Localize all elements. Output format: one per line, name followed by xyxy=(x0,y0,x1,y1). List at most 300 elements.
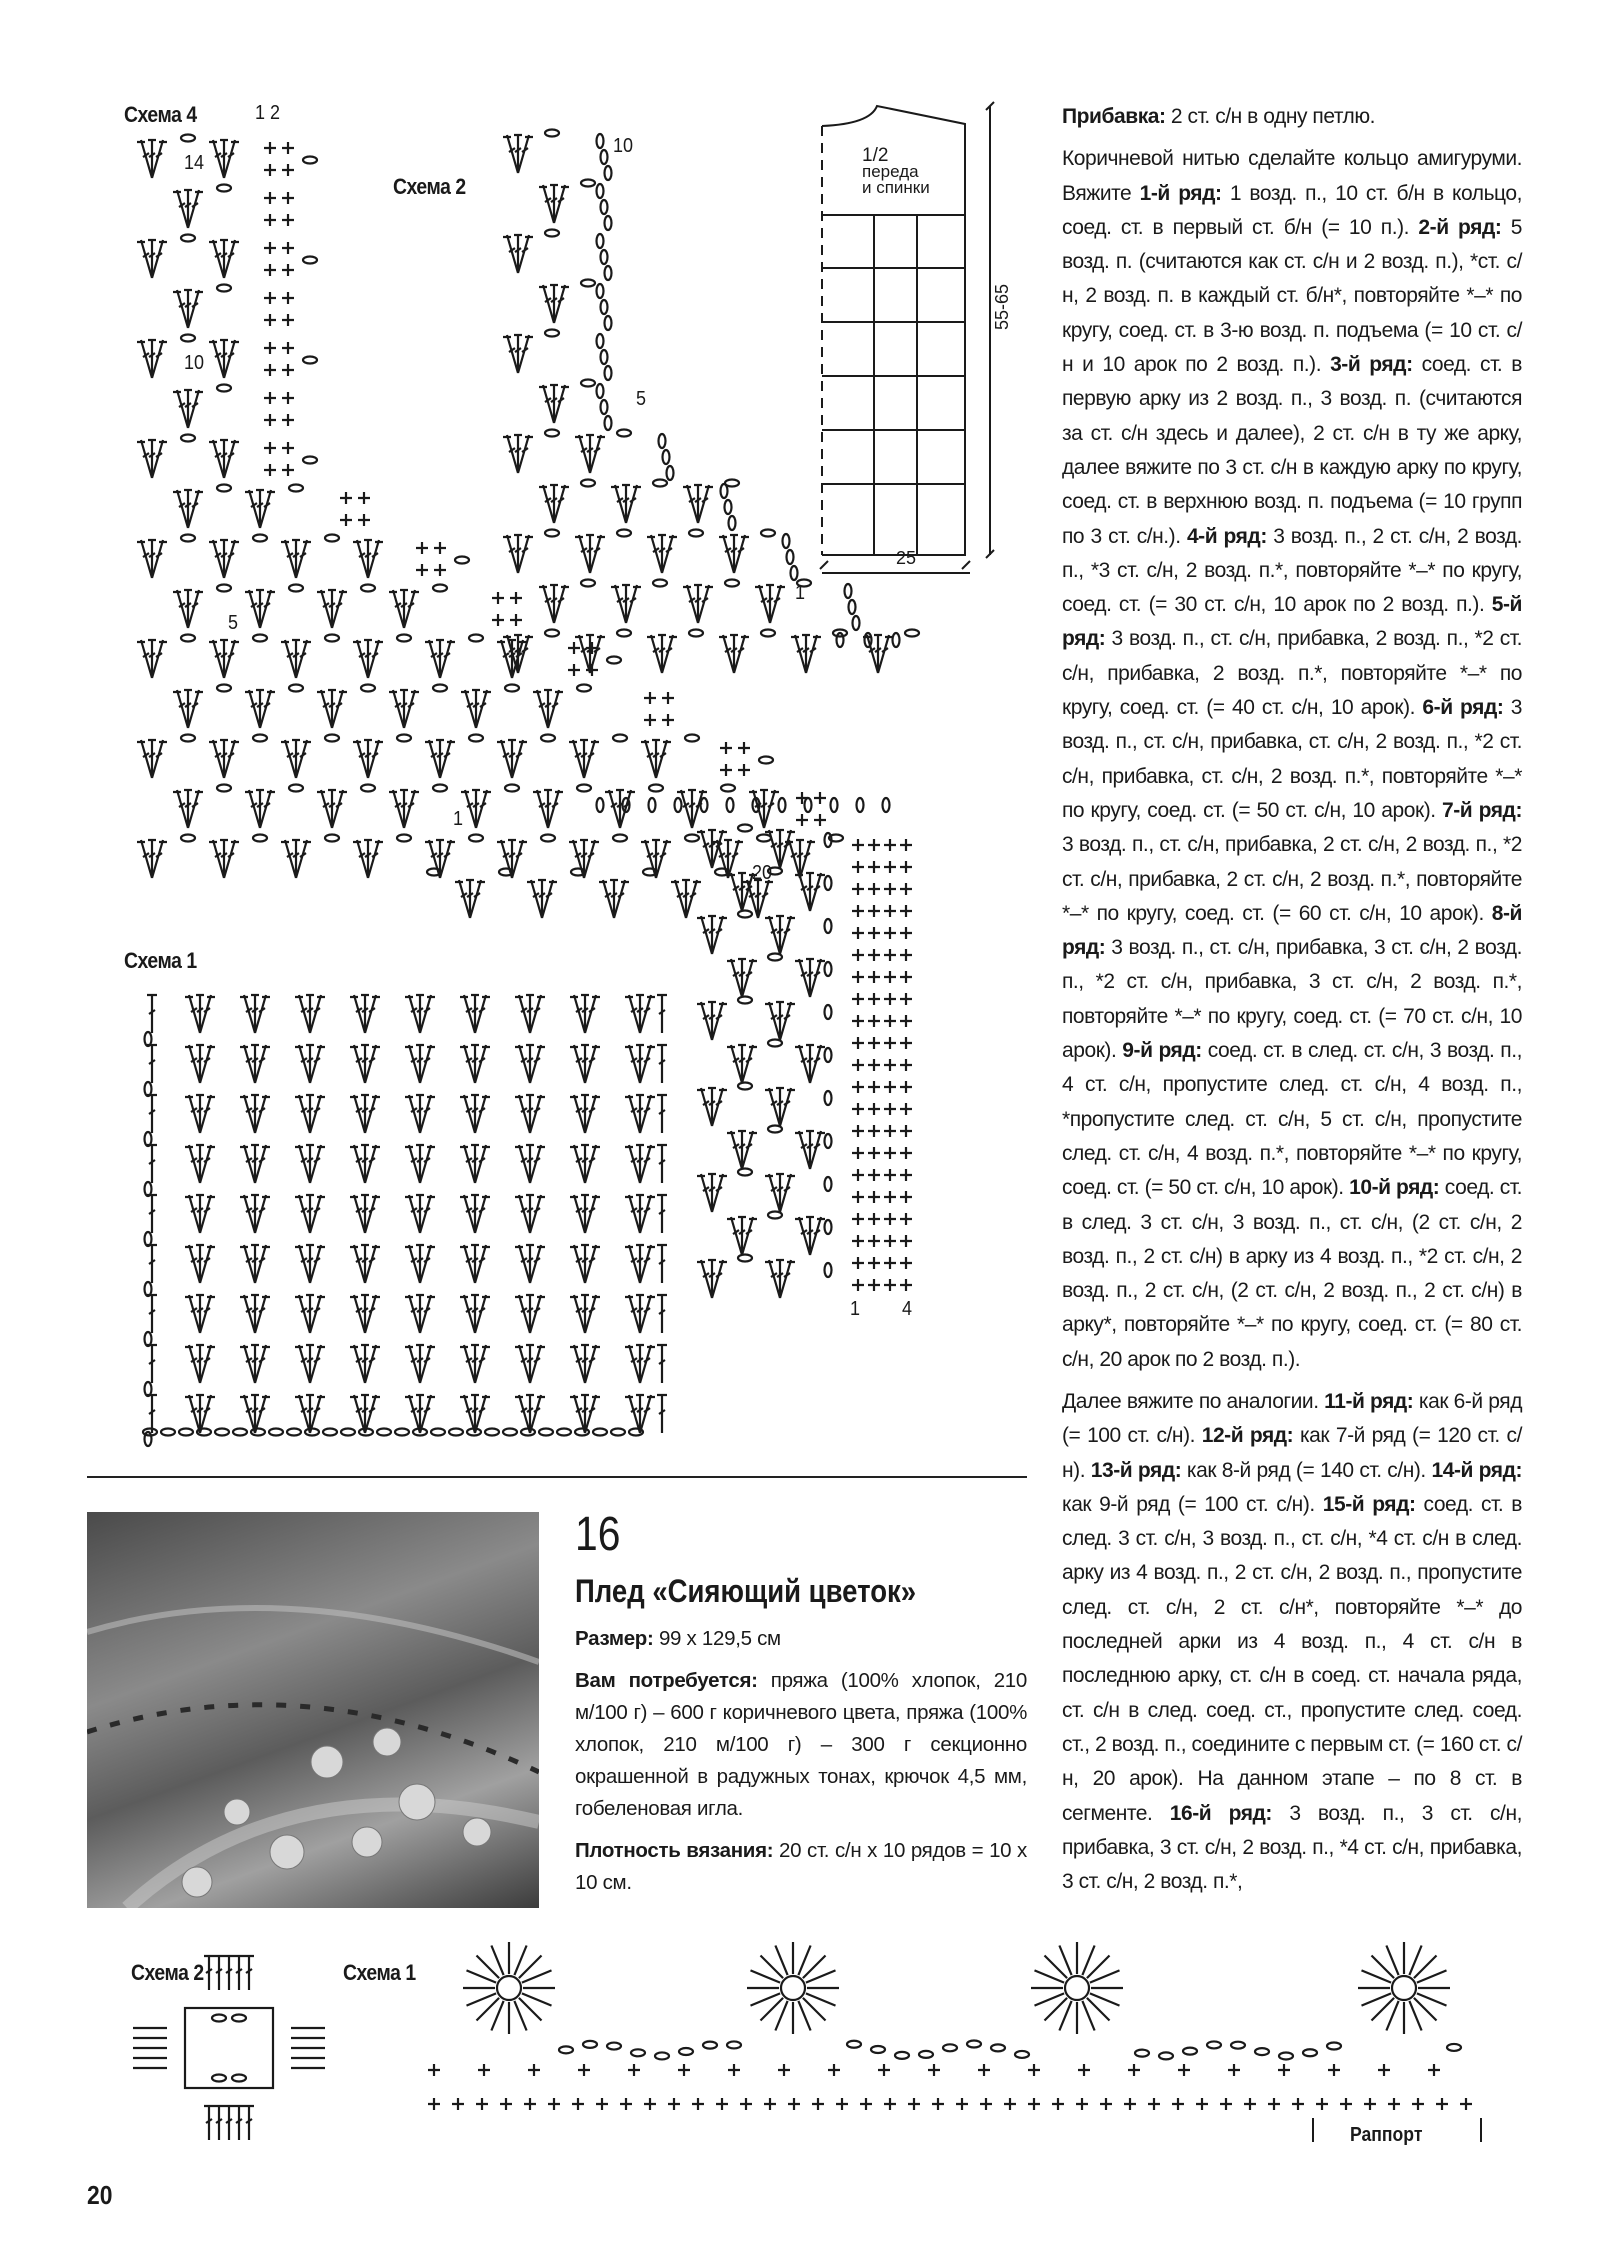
chain-stitch-symbol xyxy=(597,234,604,248)
flower-petal-stitch xyxy=(1045,1956,1068,1979)
flower-petal-stitch xyxy=(751,1993,781,2005)
chain-stitch-symbol xyxy=(469,635,483,642)
chain-stitch-symbol xyxy=(559,2046,573,2053)
single-crochet-symbol xyxy=(492,614,504,626)
double-crochet-fan-symbol xyxy=(240,1145,270,1183)
single-crochet-symbol xyxy=(868,1279,880,1291)
double-crochet-symbol xyxy=(224,1956,234,1990)
chain-stitch-symbol xyxy=(251,1429,265,1436)
flower-petal-stitch xyxy=(514,2001,526,2031)
single-crochet-symbol xyxy=(528,2064,540,2076)
scheme2-top-label: Схема 2 xyxy=(393,174,466,199)
chain-stitch-symbol xyxy=(212,2075,226,2082)
row-label: 12-й ряд: xyxy=(1201,1424,1294,1448)
double-crochet-fan-symbol xyxy=(295,1045,325,1083)
single-crochet-symbol xyxy=(878,2064,890,2076)
chain-stitch-symbol xyxy=(689,630,703,637)
single-crochet-symbol xyxy=(282,464,294,476)
row-label: 6-й ряд: xyxy=(1422,696,1504,720)
chain-stitch-symbol xyxy=(689,530,703,537)
chain-stitch-symbol xyxy=(577,685,591,692)
single-crochet-symbol xyxy=(868,1015,880,1027)
single-crochet-symbol xyxy=(884,2098,896,2110)
chain-stitch-symbol xyxy=(545,630,559,637)
chain-stitch-symbol xyxy=(181,635,195,642)
double-crochet-fan-symbol xyxy=(295,1395,325,1433)
double-crochet-fan-symbol xyxy=(460,1295,490,1333)
single-crochet-symbol xyxy=(852,927,864,939)
single-crochet-symbol xyxy=(510,614,522,626)
flower-petal-stitch xyxy=(477,1956,500,1979)
chain-stitch-symbol xyxy=(613,735,627,742)
chain-stitch-symbol xyxy=(738,1255,752,1262)
double-crochet-fan-symbol xyxy=(625,1095,655,1133)
double-crochet-symbol xyxy=(147,1395,157,1433)
instruction-text: как 7-й ряд (= 120 ст. с/н). xyxy=(1062,1424,1522,1482)
double-crochet-fan-symbol xyxy=(697,1260,727,1298)
chain-stitch-symbol xyxy=(768,1212,782,1219)
double-crochet-symbol xyxy=(214,1956,224,1990)
chain-stitch-symbol xyxy=(557,1429,571,1436)
chain-stitch-symbol xyxy=(541,735,555,742)
chain-stitch-symbol xyxy=(287,1429,301,1436)
single-crochet-symbol xyxy=(282,264,294,276)
row-label: 2-й ряд: xyxy=(1418,215,1502,239)
single-crochet-symbol xyxy=(884,861,896,873)
instruction-text: 3 возд. п., ст. с/н, прибавка, 3 ст. с/н, 2 возд. п., *2 ст. с/н, прибавка, 3 ст. с/н, 2 возд. п.*, повторяйте *–* по кругу, соед. ст. (= 70 ст. с/н, 10 арок). xyxy=(1062,936,1522,1063)
chain-stitch-symbol xyxy=(857,798,864,812)
single-crochet-symbol xyxy=(264,142,276,154)
chain-stitch-symbol xyxy=(1327,2043,1341,2050)
single-crochet-symbol xyxy=(852,1015,864,1027)
single-crochet-symbol xyxy=(428,2098,440,2110)
double-crochet-fan-symbol xyxy=(461,690,491,728)
blanket-photo-image xyxy=(87,1512,539,1908)
chain-stitch-symbol xyxy=(581,580,595,587)
scheme4-side-diagram xyxy=(697,825,912,1299)
double-crochet-fan-symbol xyxy=(317,590,347,628)
flower-petal-stitch xyxy=(1372,1956,1395,1979)
single-crochet-symbol xyxy=(900,1015,912,1027)
flower-petal-stitch xyxy=(806,1993,836,2005)
chain-stitch-symbol xyxy=(919,2051,933,2058)
flower-petal-stitch xyxy=(1414,1998,1437,2021)
single-crochet-symbol xyxy=(796,814,808,826)
single-crochet-symbol xyxy=(644,2098,656,2110)
chain-stitch-symbol xyxy=(325,735,339,742)
double-crochet-fan-symbol xyxy=(605,790,635,828)
flower-petal-stitch xyxy=(761,1998,784,2021)
single-crochet-symbol xyxy=(884,1081,896,1093)
single-crochet-symbol xyxy=(1412,2098,1424,2110)
single-crochet-symbol xyxy=(738,742,750,754)
instruction-text: как 8-й ряд (= 140 ст. с/н). xyxy=(1181,1458,1432,1482)
single-crochet-symbol xyxy=(1196,2098,1208,2110)
single-crochet-symbol xyxy=(1052,2098,1064,2110)
double-crochet-fan-symbol xyxy=(570,1345,600,1383)
chain-stitch-symbol xyxy=(727,798,734,812)
single-crochet-symbol xyxy=(662,714,674,726)
single-crochet-symbol xyxy=(884,1103,896,1115)
scheme2-row-number: 5 xyxy=(636,388,647,410)
double-crochet-fan-symbol xyxy=(515,1095,545,1133)
chain-stitch-symbol xyxy=(361,685,375,692)
double-crochet-fan-symbol xyxy=(209,640,239,678)
double-crochet-fan-symbol xyxy=(575,535,605,573)
materials-label: Вам потребуется: xyxy=(575,1669,758,1692)
chain-stitch-symbol xyxy=(289,485,303,492)
chain-stitch-symbol xyxy=(729,516,736,530)
double-crochet-fan-symbol xyxy=(697,1088,727,1126)
chain-stitch-symbol xyxy=(1135,2050,1149,2057)
flower-petal-stitch xyxy=(1417,1993,1447,2005)
double-crochet-fan-symbol xyxy=(295,995,325,1033)
single-crochet-symbol xyxy=(1460,2098,1472,2110)
double-crochet-symbol xyxy=(657,1145,667,1183)
row-label: 10-й ряд: xyxy=(1349,1176,1440,1200)
chain-stitch-symbol xyxy=(545,230,559,237)
double-crochet-fan-symbol xyxy=(575,435,605,473)
chain-stitch-symbol xyxy=(738,825,752,832)
chain-stitch-symbol xyxy=(485,1429,499,1436)
scheme2-top-diagram xyxy=(503,130,919,674)
double-crochet-fan-symbol xyxy=(185,995,215,1033)
chain-stitch-symbol xyxy=(341,1429,355,1436)
chain-stitch-symbol xyxy=(597,334,604,348)
single-crochet-symbol xyxy=(434,564,446,576)
double-crochet-fan-symbol xyxy=(515,995,545,1033)
single-crochet-symbol xyxy=(524,2098,536,2110)
single-crochet-symbol xyxy=(282,364,294,376)
double-crochet-fan-symbol xyxy=(137,840,167,878)
double-crochet-symbol xyxy=(234,1956,244,1990)
flower-petal-stitch xyxy=(1372,1998,1395,2021)
double-crochet-fan-symbol xyxy=(295,1245,325,1283)
chain-stitch-symbol xyxy=(675,798,682,812)
single-crochet-symbol xyxy=(900,1147,912,1159)
double-crochet-fan-symbol xyxy=(683,585,713,623)
double-crochet-fan-symbol xyxy=(515,1245,545,1283)
double-crochet-fan-symbol xyxy=(515,1395,545,1433)
double-crochet-fan-symbol xyxy=(515,1295,545,1333)
chain-stitch-symbol xyxy=(581,480,595,487)
double-crochet-fan-symbol xyxy=(625,995,655,1033)
double-crochet-fan-symbol xyxy=(353,740,383,778)
double-crochet-fan-symbol xyxy=(570,1145,600,1183)
chain-stitch-symbol xyxy=(181,235,195,242)
single-crochet-symbol xyxy=(764,2098,776,2110)
single-crochet-symbol xyxy=(868,1235,880,1247)
double-crochet-fan-symbol xyxy=(625,1395,655,1433)
instruction-text: соед. ст. в след. 3 ст. с/н, 3 возд. п., ст. с/н, (2 ст. с/н, 2 возд. п., 2 ст. с/н) в арку из 4 возд. п., *2 ст. с/н, 2 возд. п., 2 ст. с/н, (2 ст. с/н, 2 возд. п., 2 ст. с/н) в арку*, повторяйте *–* по кругу, соед. ст. (= 80 ст. с/н, 20 арок по 2 возд. п.). xyxy=(1062,1176,1522,1371)
double-crochet-fan-symbol xyxy=(240,1295,270,1333)
single-crochet-symbol xyxy=(1078,2064,1090,2076)
chain-stitch-symbol xyxy=(232,2015,246,2022)
row-label: 11-й ряд: xyxy=(1324,1389,1414,1413)
double-crochet-fan-symbol xyxy=(460,1395,490,1433)
chain-stitch-symbol xyxy=(825,919,832,933)
double-crochet-symbol xyxy=(204,1956,214,1990)
single-crochet-symbol xyxy=(1100,2098,1112,2110)
flower-petal-stitch xyxy=(522,1993,552,2005)
double-crochet-fan-symbol xyxy=(533,790,563,828)
double-crochet-fan-symbol xyxy=(240,995,270,1033)
double-crochet-fan-symbol xyxy=(625,1295,655,1333)
flower-petal-stitch xyxy=(467,1993,497,2005)
double-crochet-fan-symbol xyxy=(503,335,533,373)
double-crochet-symbol xyxy=(657,1345,667,1383)
single-crochet-symbol xyxy=(884,1059,896,1071)
instruction-paragraph xyxy=(1062,142,1522,1377)
single-crochet-symbol xyxy=(868,1059,880,1071)
chain-stitch-symbol xyxy=(469,835,483,842)
single-crochet-symbol xyxy=(852,1257,864,1269)
double-crochet-symbol xyxy=(147,1195,157,1233)
chain-stitch-symbol xyxy=(581,380,595,387)
double-crochet-fan-symbol xyxy=(137,540,167,578)
single-crochet-symbol xyxy=(628,2064,640,2076)
chain-stitch-symbol xyxy=(377,1429,391,1436)
single-crochet-symbol xyxy=(908,2098,920,2110)
double-crochet-fan-symbol xyxy=(503,535,533,573)
chain-stitch-symbol xyxy=(323,1429,337,1436)
flower-petal-stitch xyxy=(519,1956,542,1979)
double-crochet-fan-symbol xyxy=(765,1260,795,1298)
scheme4-row-number: 5 xyxy=(228,612,239,634)
single-crochet-symbol xyxy=(868,1081,880,1093)
double-crochet-fan-symbol xyxy=(460,1145,490,1183)
row-label: 13-й ряд: xyxy=(1090,1458,1182,1482)
chain-stitch-symbol xyxy=(325,835,339,842)
double-crochet-symbol xyxy=(244,1956,254,1990)
single-crochet-symbol xyxy=(1028,2098,1040,2110)
double-crochet-fan-symbol xyxy=(240,1045,270,1083)
single-crochet-symbol xyxy=(836,2098,848,2110)
chain-stitch-symbol xyxy=(703,2042,717,2049)
double-crochet-fan-symbol xyxy=(405,1295,435,1333)
single-crochet-symbol xyxy=(884,905,896,917)
chain-stitch-symbol xyxy=(181,735,195,742)
single-crochet-symbol xyxy=(884,949,896,961)
row-label: 14-й ряд: xyxy=(1431,1458,1522,1482)
double-crochet-fan-symbol xyxy=(570,1045,600,1083)
double-crochet-fan-symbol xyxy=(209,440,239,478)
flower-petal-stitch xyxy=(1386,2001,1398,2031)
row-label: 1-й ряд: xyxy=(1139,181,1222,205)
double-crochet-fan-symbol xyxy=(697,1002,727,1040)
instruction-text: 5 возд. п. (считаются как ст. с/н и 2 возд. п.), *ст. с/н, 2 возд. п. в каждый ст. б/н*, повторяйте *–* по кругу, соед. ст. в 3-ю возд. п. подъема (= 10 ст. с/н и 10 арок по 2 возд. п.). xyxy=(1062,215,1522,377)
chain-stitch-symbol xyxy=(605,366,612,380)
flower-petal-stitch xyxy=(1362,1970,1392,1982)
chain-stitch-symbol xyxy=(253,835,267,842)
single-crochet-symbol xyxy=(852,905,864,917)
single-crochet-symbol xyxy=(678,2064,690,2076)
chain-stitch-symbol xyxy=(181,535,195,542)
chain-stitch-symbol xyxy=(1231,2042,1245,2049)
single-crochet-symbol xyxy=(662,692,674,704)
single-crochet-symbol xyxy=(868,861,880,873)
double-crochet-fan-symbol xyxy=(765,1002,795,1040)
chain-stitch-symbol xyxy=(601,300,608,314)
flower-petal-stitch xyxy=(1090,1970,1120,1982)
chain-stitch-symbol xyxy=(232,2075,246,2082)
double-crochet-fan-symbol xyxy=(625,1195,655,1233)
single-crochet-symbol xyxy=(282,164,294,176)
single-crochet-symbol xyxy=(1340,2098,1352,2110)
double-crochet-fan-symbol xyxy=(405,1395,435,1433)
single-crochet-symbol xyxy=(282,342,294,354)
scheme1-top-diagram xyxy=(143,995,667,1446)
single-crochet-symbol xyxy=(980,2098,992,2110)
chain-stitch-symbol xyxy=(303,357,317,364)
single-crochet-symbol xyxy=(900,839,912,851)
flower-petal-stitch xyxy=(1362,1993,1392,2005)
single-crochet-symbol xyxy=(644,714,656,726)
single-crochet-symbol xyxy=(884,1257,896,1269)
chain-stitch-symbol xyxy=(545,430,559,437)
double-crochet-fan-symbol xyxy=(533,690,563,728)
double-crochet-fan-symbol xyxy=(353,640,383,678)
double-crochet-fan-symbol xyxy=(137,440,167,478)
single-crochet-symbol xyxy=(282,242,294,254)
double-crochet-fan-symbol xyxy=(405,1245,435,1283)
single-crochet-symbol xyxy=(282,392,294,404)
flower-petal-stitch xyxy=(1409,2001,1421,2031)
single-crochet-symbol xyxy=(1128,2064,1140,2076)
instruction-text: соед. ст. в след. ст. с/н, 3 возд. п., 4 ст. с/н, пропустите след. ст. с/н, 4 возд. п., *пропустите след. ст. с/н, 5 ст. с/н, пропустите след. ст. с/н, 4 возд. п.*, повторяйте *–* по кругу, соед. ст. (= 50 ст. с/н, 10 арок). xyxy=(1062,1039,1522,1200)
chain-stitch-symbol xyxy=(253,535,267,542)
double-crochet-fan-symbol xyxy=(515,1195,545,1233)
double-crochet-fan-symbol xyxy=(389,790,419,828)
double-crochet-fan-symbol xyxy=(173,590,203,628)
single-crochet-symbol xyxy=(900,1235,912,1247)
double-crochet-fan-symbol xyxy=(515,1145,545,1183)
single-crochet-symbol xyxy=(282,414,294,426)
single-crochet-symbol xyxy=(868,883,880,895)
single-crochet-symbol xyxy=(814,792,826,804)
double-crochet-fan-symbol xyxy=(515,1045,545,1083)
single-crochet-symbol xyxy=(1076,2098,1088,2110)
chain-stitch-symbol xyxy=(253,735,267,742)
double-crochet-fan-symbol xyxy=(295,1345,325,1383)
flower-petal-stitch xyxy=(1082,1946,1094,1976)
single-crochet-symbol xyxy=(884,883,896,895)
double-crochet-fan-symbol xyxy=(755,585,785,623)
motif-center-square xyxy=(185,2008,273,2088)
double-crochet-fan-symbol xyxy=(389,690,419,728)
single-crochet-symbol xyxy=(884,1147,896,1159)
double-crochet-fan-symbol xyxy=(137,140,167,178)
flower-petal-stitch xyxy=(514,1946,526,1976)
chain-stitch-symbol xyxy=(837,633,844,647)
row-label: 8-й ряд: xyxy=(1062,901,1522,960)
single-crochet-symbol xyxy=(282,142,294,154)
double-crochet-fan-symbol xyxy=(425,740,455,778)
chain-stitch-symbol xyxy=(825,1220,832,1234)
chain-stitch-symbol xyxy=(685,735,699,742)
chain-stitch-symbol xyxy=(217,585,231,592)
scheme2-row-number: 1 xyxy=(795,582,806,604)
single-crochet-symbol xyxy=(868,949,880,961)
chain-stitch-symbol xyxy=(721,484,728,498)
single-crochet-symbol xyxy=(932,2098,944,2110)
flower-petal-stitch xyxy=(803,1998,826,2021)
double-crochet-fan-symbol xyxy=(389,590,419,628)
chain-stitch-symbol xyxy=(361,785,375,792)
double-crochet-fan-symbol xyxy=(625,1345,655,1383)
chain-stitch-symbol xyxy=(1447,2044,1461,2051)
chain-stitch-symbol xyxy=(217,685,231,692)
flower-petal-stitch xyxy=(477,1998,500,2021)
chain-stitch-symbol xyxy=(217,485,231,492)
chain-stitch-symbol xyxy=(601,250,608,264)
single-crochet-symbol xyxy=(868,1191,880,1203)
chain-stitch-symbol xyxy=(181,335,195,342)
double-crochet-fan-symbol xyxy=(173,690,203,728)
single-crochet-symbol xyxy=(1428,2064,1440,2076)
chain-stitch-symbol xyxy=(779,798,786,812)
scheme4-column-numbers: 1 2 xyxy=(255,102,281,124)
double-crochet-fan-symbol xyxy=(185,1245,215,1283)
chain-stitch-symbol xyxy=(597,798,604,812)
double-crochet-fan-symbol xyxy=(295,1145,325,1183)
chain-stitch-symbol xyxy=(725,580,739,587)
row-label: Прибавка: xyxy=(1062,105,1166,128)
chain-stitch-symbol xyxy=(181,135,195,142)
flower-petal-stitch xyxy=(491,1946,503,1976)
instruction-text: как 6-й ряд (= 100 ст. с/н). xyxy=(1062,1389,1523,1448)
flower-petal-stitch xyxy=(775,2001,787,2031)
chain-stitch-symbol xyxy=(1279,2052,1293,2059)
single-crochet-symbol xyxy=(1278,2064,1290,2076)
single-crochet-symbol xyxy=(340,492,352,504)
double-crochet-fan-symbol xyxy=(353,840,383,878)
single-crochet-symbol xyxy=(900,993,912,1005)
single-crochet-symbol xyxy=(596,2098,608,2110)
single-crochet-symbol xyxy=(1148,2098,1160,2110)
scheme2-row-number: 10 xyxy=(613,135,634,157)
flower-petal-stitch xyxy=(775,1946,787,1976)
double-crochet-fan-symbol xyxy=(185,1145,215,1183)
single-crochet-symbol xyxy=(264,164,276,176)
chain-stitch-symbol xyxy=(721,785,735,792)
scheme4-row-number: 1 xyxy=(453,808,464,830)
single-crochet-symbol xyxy=(884,1235,896,1247)
double-crochet-symbol xyxy=(147,1095,157,1133)
chain-stitch-symbol xyxy=(505,785,519,792)
double-crochet-fan-symbol xyxy=(317,690,347,728)
single-crochet-symbol xyxy=(264,392,276,404)
single-crochet-symbol xyxy=(852,839,864,851)
double-crochet-fan-symbol xyxy=(353,540,383,578)
chain-stitch-symbol xyxy=(653,480,667,487)
single-crochet-symbol xyxy=(282,192,294,204)
instruction-paragraph xyxy=(1062,1385,1522,1899)
chain-stitch-symbol xyxy=(845,584,852,598)
chain-stitch-symbol xyxy=(469,735,483,742)
flower-petal-stitch xyxy=(798,1946,810,1976)
single-crochet-symbol xyxy=(900,1279,912,1291)
flower-petal-stitch xyxy=(1059,1946,1071,1976)
single-crochet-symbol xyxy=(282,442,294,454)
single-crochet-symbol xyxy=(568,664,580,676)
double-crochet-fan-symbol xyxy=(569,740,599,778)
double-crochet-fan-symbol xyxy=(209,540,239,578)
flower-center-ring xyxy=(1065,1976,1089,2000)
double-crochet-fan-symbol xyxy=(460,1095,490,1133)
single-crochet-symbol xyxy=(282,292,294,304)
double-crochet-fan-symbol xyxy=(137,240,167,278)
